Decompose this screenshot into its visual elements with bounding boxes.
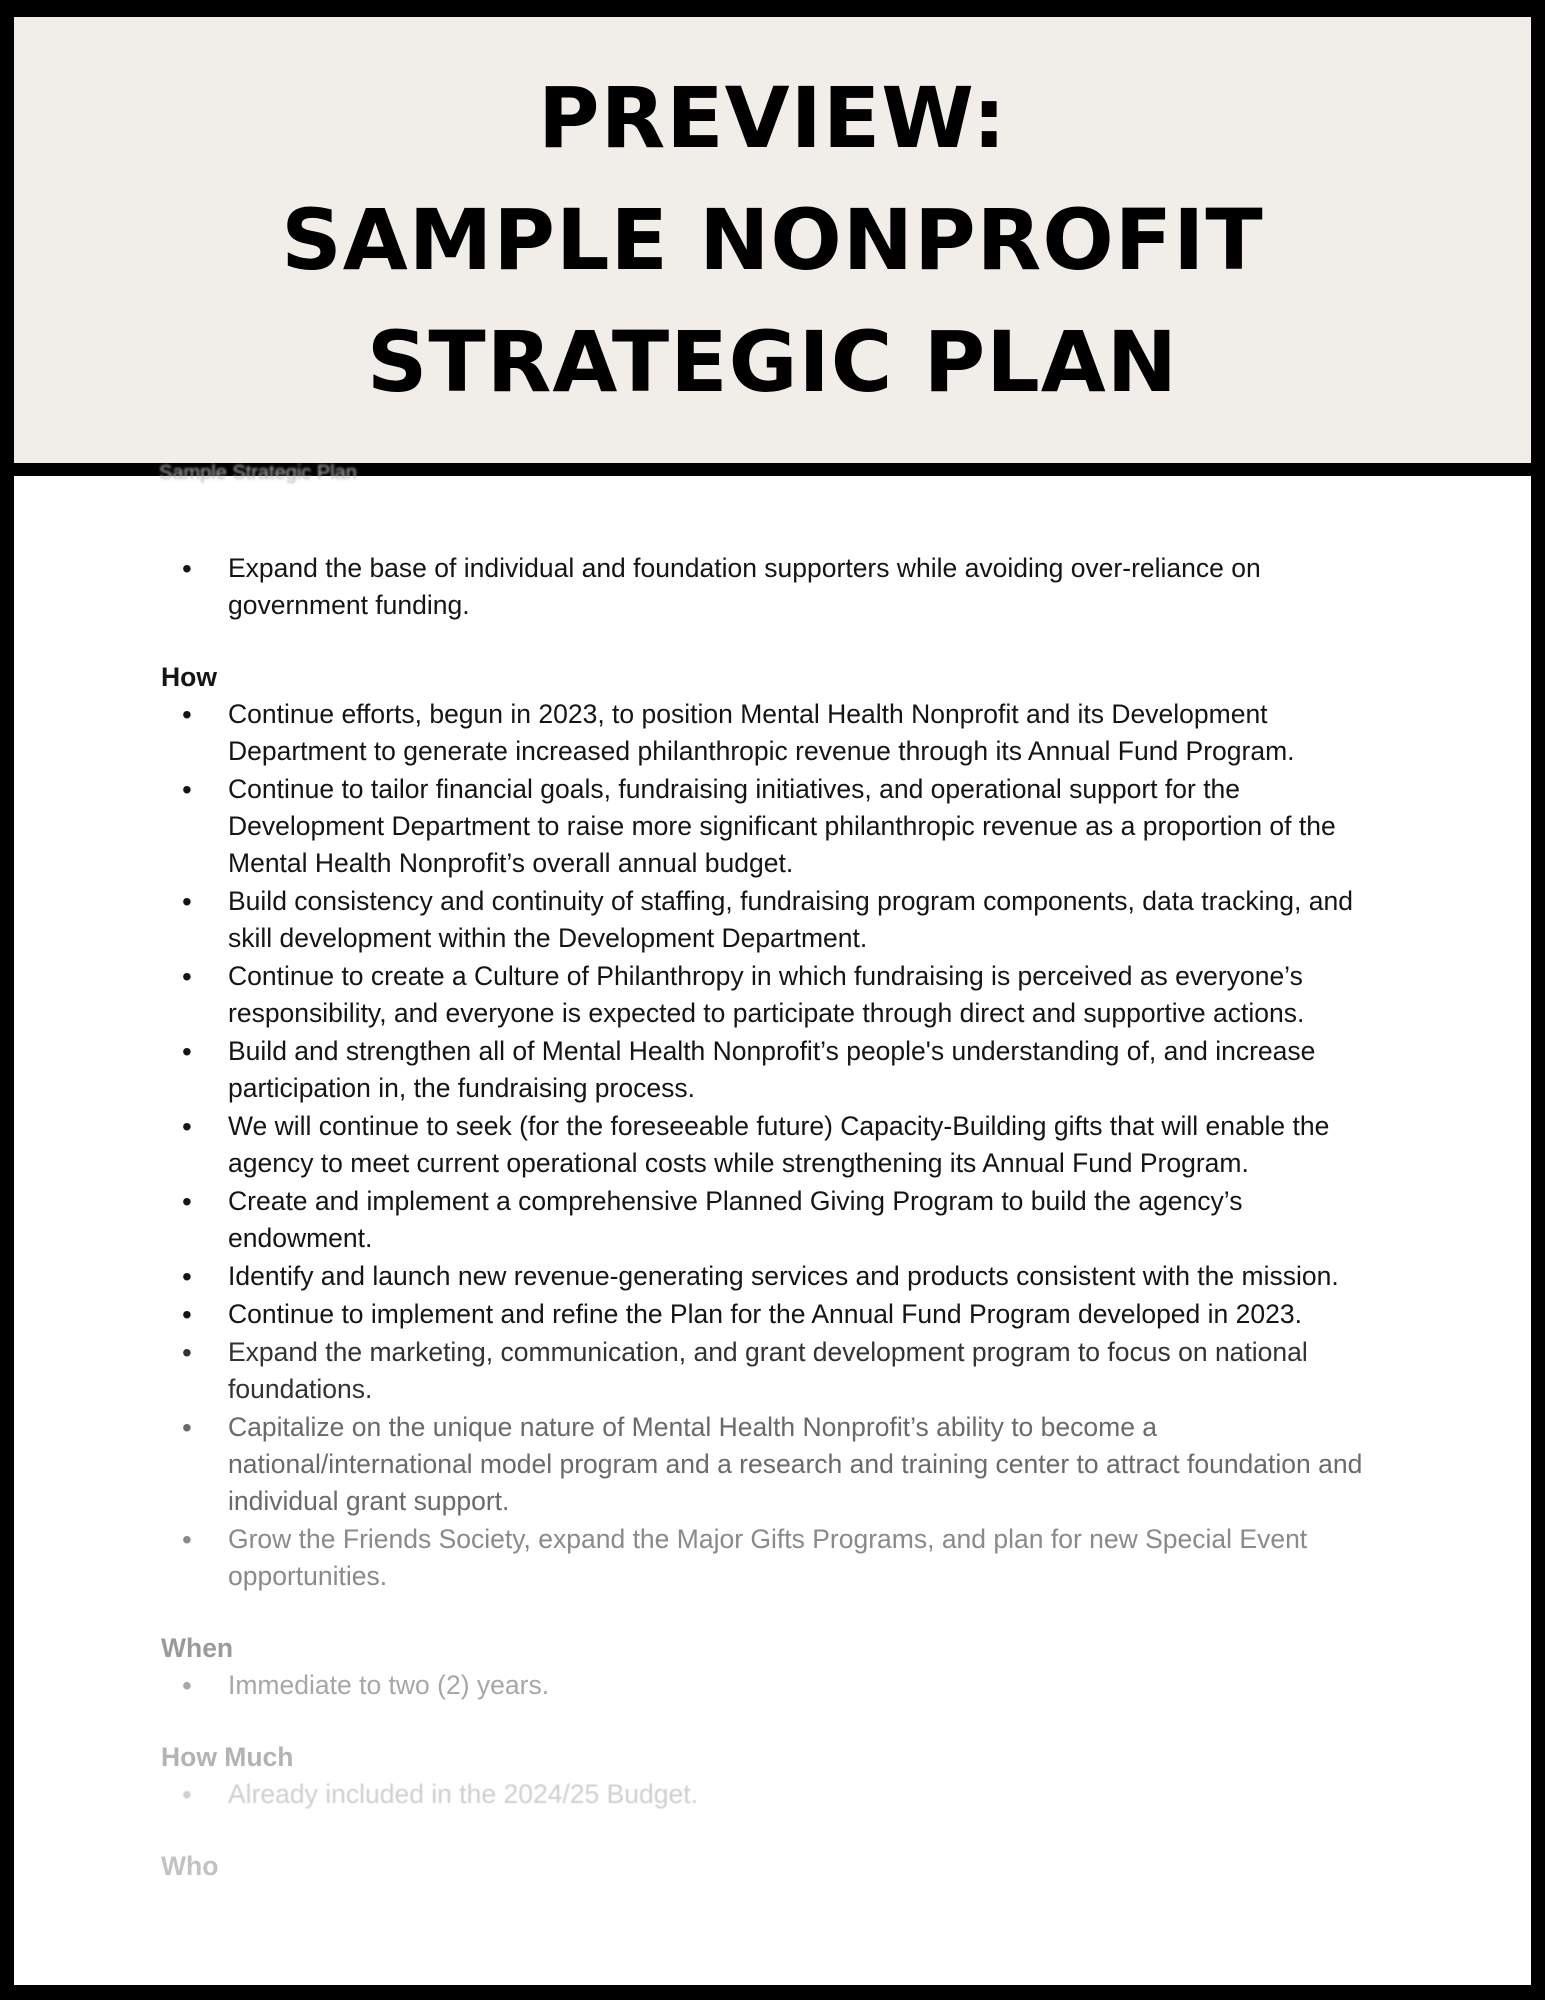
bullet-icon: • (182, 699, 192, 730)
list-item (161, 1108, 1391, 1182)
bullet-icon: • (182, 1412, 192, 1443)
bullet-icon: • (182, 1524, 192, 1555)
list-item (161, 771, 1391, 882)
list-item-text: Continue to tailor financial goals, fundraising initiatives, and operational support for the Development Department to raise more significant philanthropic revenue as a proportion of the Mental Health Nonprofit’s overall annual budget. (228, 774, 1336, 878)
list-item (161, 1183, 1391, 1257)
banner-title-line-1: PREVIEW: (538, 69, 1007, 167)
list-item-text: Capitalize on the unique nature of Mental Health Nonprofit’s ability to become a national/international model program and a research and training center to attract foundation and individual grant support. (228, 1412, 1363, 1516)
page-header: Sample Strategic Plan (159, 462, 357, 484)
section-heading-when: When (161, 1633, 234, 1663)
list-item-text: Grow the Friends Society, expand the Major Gifts Programs, and plan for new Special Event opportunities. (228, 1524, 1308, 1591)
list-item-text: Already included in the 2024/25 Budget. (228, 1779, 698, 1809)
list-item-text: Expand the marketing, communication, and grant development program to focus on national foundations. (228, 1337, 1308, 1404)
bullet-icon: • (182, 553, 192, 584)
bullet-icon: • (182, 1779, 192, 1810)
list-item-text: Continue to create a Culture of Philanthropy in which fundraising is perceived as everyone’s responsibility, and everyone is expected to participate through direct and supportive actions. (228, 961, 1305, 1028)
list-item-text: Immediate to two (2) years. (228, 1670, 550, 1700)
list-item (161, 1521, 1391, 1595)
list-item-text: Continue efforts, begun in 2023, to position Mental Health Nonprofit and its Development Department to generate increased philanthropic revenue through its Annual Fund Program. (228, 699, 1295, 766)
list-item-text: Identify and launch new revenue-generating services and products consistent with the mission. (228, 1261, 1339, 1291)
list-item (161, 1334, 1391, 1408)
list-item (161, 1776, 1391, 1813)
list-item (161, 696, 1391, 770)
section-heading-who: Who (161, 1851, 219, 1881)
list-item-text: We will continue to seek (for the foreseeable future) Capacity-Building gifts that will enable the agency to meet current operational costs while strengthening its Annual Fund Program. (228, 1111, 1330, 1178)
preview-banner (14, 17, 1531, 463)
list-item (161, 1667, 1391, 1704)
list-item-text: Expand the base of individual and foundation supporters while avoiding over-reliance on government funding. (228, 553, 1261, 620)
banner-title-line-2: SAMPLE NONPROFIT (281, 191, 1264, 289)
document-page (14, 462, 1531, 1985)
bullet-icon: • (182, 774, 192, 805)
list-item (161, 1409, 1391, 1520)
document-content (161, 550, 1391, 1885)
banner-title-line-3: STRATEGIC PLAN (366, 313, 1179, 411)
bullet-icon: • (182, 886, 192, 917)
list-item (161, 550, 1391, 624)
list-item-text: Create and implement a comprehensive Planned Giving Program to build the agency’s endowment. (228, 1186, 1243, 1253)
list-item (161, 883, 1391, 957)
list-item-text: Continue to implement and refine the Plan for the Annual Fund Program developed in 2023. (228, 1299, 1302, 1329)
bullet-icon: • (182, 1299, 192, 1330)
list-item (161, 958, 1391, 1032)
list-item-text: Build and strengthen all of Mental Health Nonprofit’s people's understanding of, and increase participation in, the fundraising process. (228, 1036, 1316, 1103)
section-heading-how: How (161, 662, 217, 692)
bullet-icon: • (182, 1186, 192, 1217)
list-item (161, 1033, 1391, 1107)
bullet-icon: • (182, 1670, 192, 1701)
section-heading-how-much: How Much (161, 1742, 294, 1772)
bullet-icon: • (182, 1036, 192, 1067)
bullet-icon: • (182, 961, 192, 992)
list-item-text: Build consistency and continuity of staffing, fundraising program components, data tracking, and skill development within the Development Department. (228, 886, 1353, 953)
bullet-icon: • (182, 1337, 192, 1368)
list-item (161, 1258, 1391, 1295)
bullet-icon: • (182, 1261, 192, 1292)
bullet-icon: • (182, 1111, 192, 1142)
list-item (161, 1296, 1391, 1333)
